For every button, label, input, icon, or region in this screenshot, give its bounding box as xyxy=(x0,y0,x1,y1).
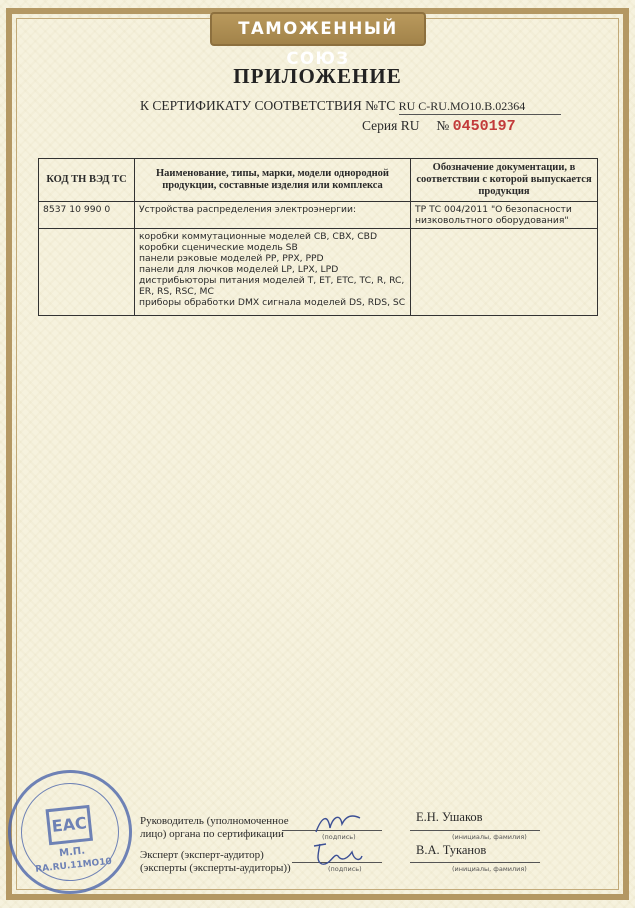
form-number-label: № xyxy=(436,118,450,133)
table-row xyxy=(39,202,598,229)
stamp-mark: М.П. xyxy=(58,845,86,860)
certificate-line xyxy=(140,98,561,115)
series-line xyxy=(362,118,516,135)
certificate-number-field xyxy=(399,99,561,115)
expert-name: В.А. Туканов xyxy=(416,843,487,857)
certificate-no-label: №ТС xyxy=(365,98,396,113)
head-signature-icon xyxy=(312,808,364,838)
head-name: Е.Н. Ушаков xyxy=(416,810,483,824)
list-item: панели рэковые моделей PP, PPX, PPD xyxy=(139,253,324,264)
form-number: 0450197 xyxy=(452,118,516,135)
cell-empty xyxy=(39,229,135,316)
page-title: ПРИЛОЖЕНИЕ xyxy=(233,64,402,88)
head-label-line-2: лицо) органа по сертификации xyxy=(140,828,284,840)
series-value: RU xyxy=(400,118,420,133)
cell-product-group: Устройства распределения электроэнергии: xyxy=(135,202,411,229)
header-documentation: Обозначение документации, в соответствии с которой выпускается продукция xyxy=(411,159,598,202)
eac-logo-icon: EAC xyxy=(46,805,94,845)
table-row xyxy=(39,229,598,316)
head-signature-caption: (подпись) xyxy=(322,833,356,841)
header-product-name: Наименование, типы, марки, модели однородной продукции, составные изделия или комплекса xyxy=(135,159,411,202)
certificate-number: RU C-RU.MO10.B.02364 xyxy=(398,99,526,113)
cell-documentation: ТР ТС 004/2011 "О безопасности низковольтного оборудования" xyxy=(411,202,598,229)
expert-label-line-2: (эксперты (эксперты-аудиторы)) xyxy=(140,862,291,874)
cell-empty xyxy=(411,229,598,316)
list-item: коробки сценические модель SB xyxy=(139,242,298,253)
list-item: приборы обработки DMX сигнала моделей DS, RDS, SC xyxy=(139,297,406,308)
product-table xyxy=(38,158,598,316)
expert-name-line xyxy=(410,862,540,863)
list-item: панели для лючков моделей LP, LPX, LPD xyxy=(139,264,339,275)
stamp-code: RA.RU.11MO10 xyxy=(34,856,113,875)
table-header-row xyxy=(39,159,598,202)
expert-signature-icon xyxy=(308,838,366,870)
expert-label-line-1: Эксперт (эксперт-аудитор) xyxy=(140,849,264,861)
list-item: коробки коммутационные моделей CB, CBX, CBD xyxy=(139,231,378,242)
header-code: КОД ТН ВЭД ТС xyxy=(39,159,135,202)
expert-signature-caption: (подпись) xyxy=(328,865,362,873)
head-name-caption: (инициалы, фамилия) xyxy=(452,833,527,841)
inner-frame-line xyxy=(16,18,619,890)
list-item: дистрибьюторы питания моделей T, ET, ETC, TC, R, RC, xyxy=(139,275,405,286)
customs-union-banner: ТАМОЖЕННЫЙ СОЮЗ xyxy=(210,12,426,46)
list-item: ER, RS, RSC, MC xyxy=(139,286,214,297)
head-label-line-1: Руководитель (уполномоченное xyxy=(140,815,289,827)
cell-code: 8537 10 990 0 xyxy=(39,202,135,229)
expert-name-caption: (инициалы, фамилия) xyxy=(452,865,527,873)
certificate-label: К СЕРТИФИКАТУ СООТВЕТСТВИЯ xyxy=(140,98,362,113)
head-name-line xyxy=(410,830,540,831)
cell-product-list xyxy=(135,229,411,316)
series-label: Серия xyxy=(362,118,398,133)
